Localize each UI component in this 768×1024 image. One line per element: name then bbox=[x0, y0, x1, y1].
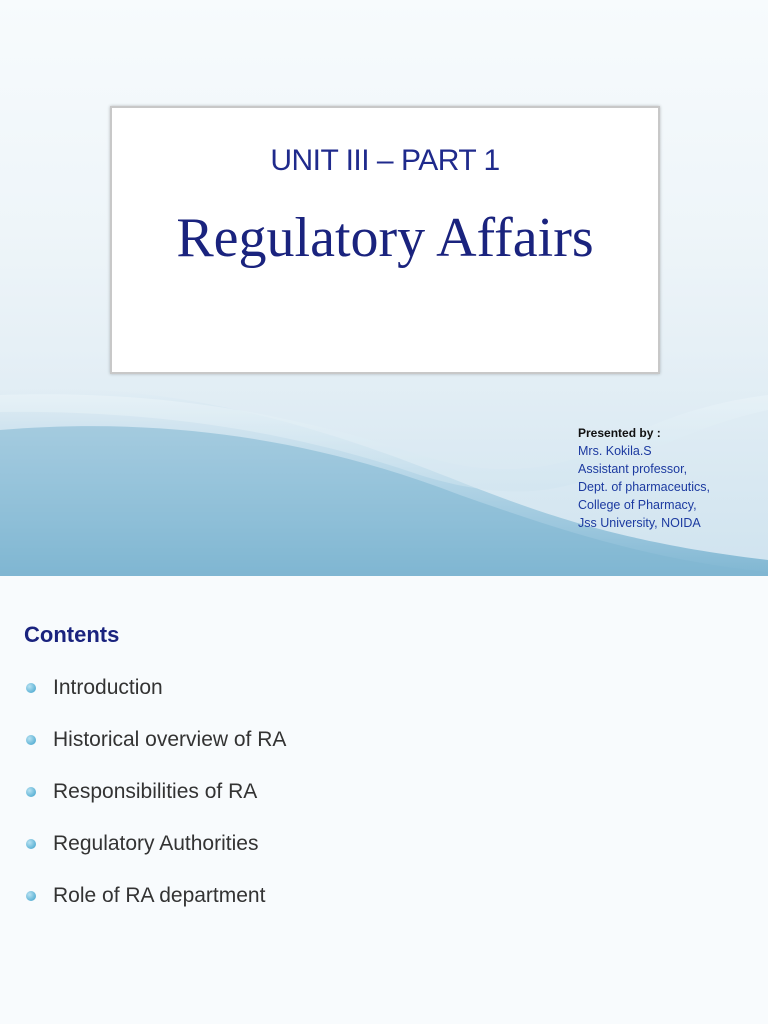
list-item-label: Historical overview of RA bbox=[53, 728, 287, 751]
bullet-dot-icon bbox=[26, 683, 36, 693]
contents-heading: Contents bbox=[24, 622, 120, 647]
list-item-label: Responsibilities of RA bbox=[53, 780, 258, 803]
presenter-designation: Assistant professor, bbox=[578, 462, 688, 476]
contents-slide bbox=[0, 576, 768, 1024]
list-item bbox=[26, 778, 286, 830]
presenter-block bbox=[578, 424, 763, 532]
bullet-dot-icon bbox=[26, 891, 36, 901]
presenter-university: Jss University, NOIDA bbox=[578, 516, 701, 530]
list-item-label: Introduction bbox=[53, 676, 163, 699]
presenter-name: Mrs. Kokila.S bbox=[578, 444, 652, 458]
main-title: Regulatory Affairs bbox=[176, 207, 594, 269]
bullet-dot-icon bbox=[26, 839, 36, 849]
contents-list bbox=[26, 674, 286, 934]
title-box bbox=[110, 106, 660, 374]
list-item bbox=[26, 830, 286, 882]
list-item bbox=[26, 674, 286, 726]
bullet-dot-icon bbox=[26, 735, 36, 745]
list-item bbox=[26, 882, 286, 934]
list-item bbox=[26, 726, 286, 778]
presenter-label: Presented by : bbox=[578, 426, 661, 440]
bullet-dot-icon bbox=[26, 787, 36, 797]
presenter-department: Dept. of pharmaceutics, bbox=[578, 480, 711, 494]
unit-title: UNIT III – PART 1 bbox=[270, 144, 500, 177]
list-item-label: Regulatory Authorities bbox=[53, 832, 259, 855]
presenter-college: College of Pharmacy, bbox=[578, 498, 697, 512]
list-item-label: Role of RA department bbox=[53, 884, 266, 907]
